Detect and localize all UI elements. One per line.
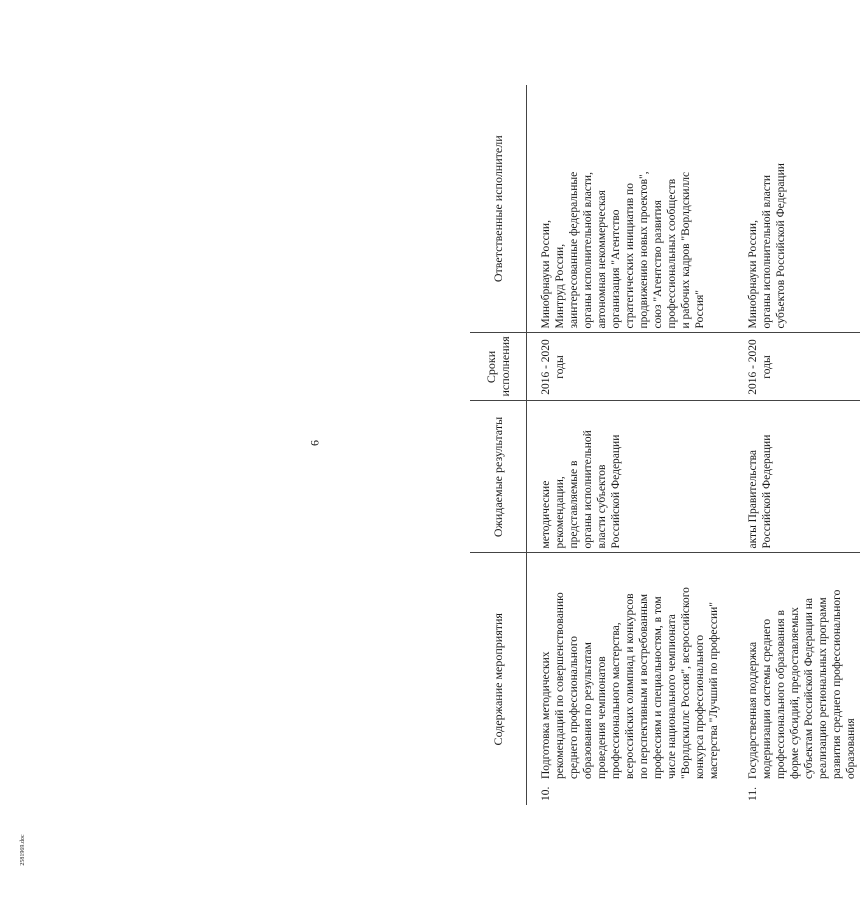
- row-number: 10.: [540, 786, 552, 801]
- page-number: 6: [307, 440, 322, 446]
- footer-document-code: 2581969.doc: [20, 834, 26, 866]
- content-text: Подготовка методических рекомендаций по совершенствованию среднего профессионального образования по результатам проведения чемпионатов профессионального мастерства, всероссийских олимпиад и конкурсов по перспективным и востребованным профессиям и специальностям, в том числе национального чемпионата "Ворлдскиллс Россия", всероссийского конкурса профессионального мастерства "Лучший по профессии": [540, 587, 720, 779]
- period-cell: 2016 - 2020 годы: [527, 333, 737, 401]
- header-results: Ожидаемые результаты: [470, 401, 527, 553]
- table-row: [527, 85, 737, 805]
- measures-table: [470, 85, 860, 805]
- period-cell: 2016 - 2020 годы: [736, 333, 860, 401]
- content-cell: [527, 553, 737, 805]
- table-row: [736, 85, 860, 805]
- header-period: Сроки исполнения: [470, 333, 527, 401]
- row-number: 11.: [747, 787, 759, 801]
- results-cell: методические рекомендации, представляемые в органы исполнительной власти субъектов Российской Федерации: [527, 401, 737, 553]
- results-cell: акты Правительства Российской Федерации: [736, 401, 860, 553]
- measures-table-rotated: [470, 85, 857, 805]
- content-cell: [736, 553, 860, 805]
- table-header-row: [470, 85, 527, 805]
- header-content: Содержание мероприятия: [470, 553, 527, 805]
- header-executors: Ответственные исполнители: [470, 85, 527, 333]
- executors-cell: Минобрнауки России, Минтруд России, заинтересованные федеральные органы исполнительной власти, автономная некоммерческая организация "Агентство стратегических инициатив по продвижению новых проектов", союз "Агентство развития профессиональных сообществ и рабочих кадров "Ворлдскиллс Россия": [540, 171, 706, 329]
- content-text: Государственная поддержка модернизации системы среднего профессионального образования в форме субсидий, предоставляемых субъектам Российской Федерации на реализацию региональных программ развития среднего профессионального образования: [747, 589, 857, 779]
- executors-cell: Минобрнауки России, органы исполнительной власти субъектов Российской Федерации: [747, 163, 787, 329]
